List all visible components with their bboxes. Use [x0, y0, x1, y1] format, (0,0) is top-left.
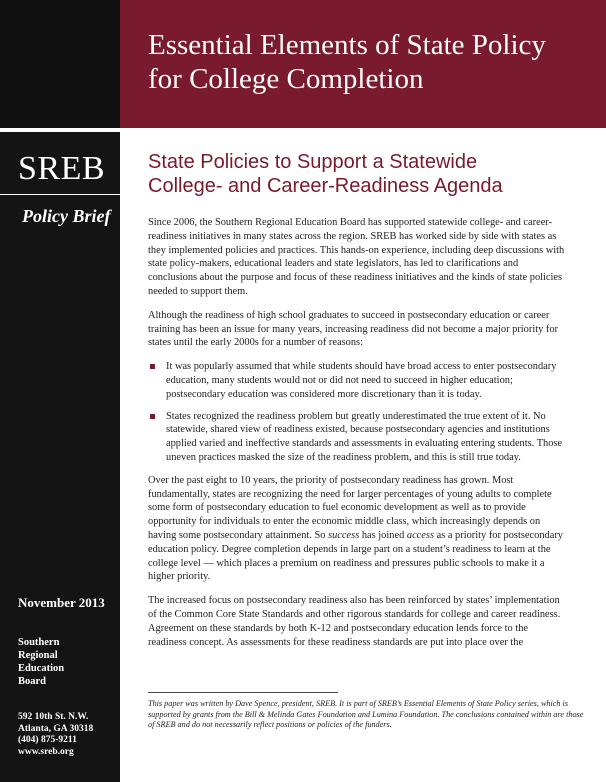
footnote: This paper was written by Dave Spence, president, SREB. It is part of SREB’s Essential Elements of State Policy series, which is supported by grants from the Bill & Melinda Gates Foundation and Lumina Foundation. The conclusions contained within are those of SREB and do not necessarily reflect positions or policies of the funders.	[148, 699, 584, 730]
org-name-line: Southern	[18, 637, 60, 648]
policy-brief-label: Policy Brief	[22, 206, 111, 226]
logo-divider	[0, 194, 120, 195]
bullet-square-icon	[150, 364, 155, 369]
footnote-divider	[148, 692, 338, 693]
org-name-line: Education	[18, 663, 65, 674]
priority-text-part-2: has joined	[359, 529, 407, 541]
series-title-line-1: Essential Elements of State Policy	[148, 29, 546, 61]
success-emphasis: success	[328, 529, 360, 541]
bullet-square-icon	[150, 414, 155, 419]
organization-name	[18, 636, 64, 688]
standards-paragraph: The increased focus on postsecondary readiness also has been reinforced by states’ implementation of the Common Core State Standards and other rigorous standards for college and career readiness. Agreement on these standards by both K-12 and postsecondary education lends force to the readiness concept. As assessments for these readiness standards are put into place over the	[148, 595, 561, 648]
headline-line-2: College- and Career-Readiness Agenda	[148, 175, 503, 197]
organization-address	[18, 712, 93, 758]
list-item-text: It was popularly assumed that while students should have broad access to enter postsecondary education, many students would not or did not need to succeed in higher education; postsecondary education was considered more discretionary than it is today.	[166, 361, 557, 400]
headline-line-1: State Policies to Support a Statewide	[148, 151, 478, 173]
priority-text-part-1: Over the past eight to 10 years, the priority of postsecondary readiness has grown. Most fundamentally, states are recognizing the need for larger percentages of young adults to complete some form of postsecondary education to fuel economic development as well as to provide opportunity for individuals to enter the economic middle class, which increasingly depends on having some postsecondary attainment. So	[148, 474, 552, 541]
publication-date: November 2013	[18, 595, 105, 610]
list-item	[148, 360, 568, 401]
address-city: Atlanta, GA 30318	[18, 723, 94, 734]
sreb-logo: SREB	[18, 150, 106, 187]
address-street: 592 10th St. N.W.	[18, 712, 89, 722]
org-name-line: Board	[18, 676, 47, 687]
header-banner	[0, 0, 606, 128]
reasons-paragraph: Although the readiness of high school graduates to succeed in postsecondary education or career training has been an issue for many years, increasing readiness did not become a major priority for states until the early 2000s for a number of reasons:	[148, 309, 559, 349]
priority-text-part-3: as a priority for postsecondary education policy. Degree completion depends in large part on a student’s readiness to learn at the college level — which places a premium on readiness and pressures public schools to make it a higher priority.	[148, 529, 563, 583]
series-title	[148, 28, 606, 96]
reasons-list	[148, 360, 568, 465]
list-item	[148, 410, 568, 465]
address-phone: (404) 875-9211	[18, 735, 77, 745]
org-name-line: Regional	[18, 650, 58, 661]
address-website[interactable]: www.sreb.org	[18, 746, 74, 757]
access-emphasis: access	[406, 529, 434, 541]
banner-black-block	[0, 0, 120, 128]
intro-paragraph: Since 2006, the Southern Regional Education Board has supported statewide college- and career-readiness initiatives in many states across the region. SREB has worked side by side with states as they implemented policies and practices. This hands-on experience, including deep discussions with state policy-makers, educational leaders and state legislators, has led to clarifications and conclusions about the purpose and focus of these readiness initiatives and the kinds of state policies needed to support them.	[148, 217, 565, 297]
banner-title-block	[120, 0, 606, 128]
list-item-text: States recognized the readiness problem but greatly underestimated the true extent of it. No statewide, shared view of readiness existed, because postsecondary agencies and institutions applied varied and ineffective standards and assessments in evaluating entering students. Those uneven practices masked the size of the readiness problem, and this is still true today.	[166, 410, 563, 463]
series-title-line-2: for College Completion	[148, 63, 424, 95]
priority-paragraph	[148, 474, 568, 584]
page-headline	[148, 150, 568, 198]
main-content	[148, 150, 568, 659]
sidebar	[0, 132, 120, 782]
